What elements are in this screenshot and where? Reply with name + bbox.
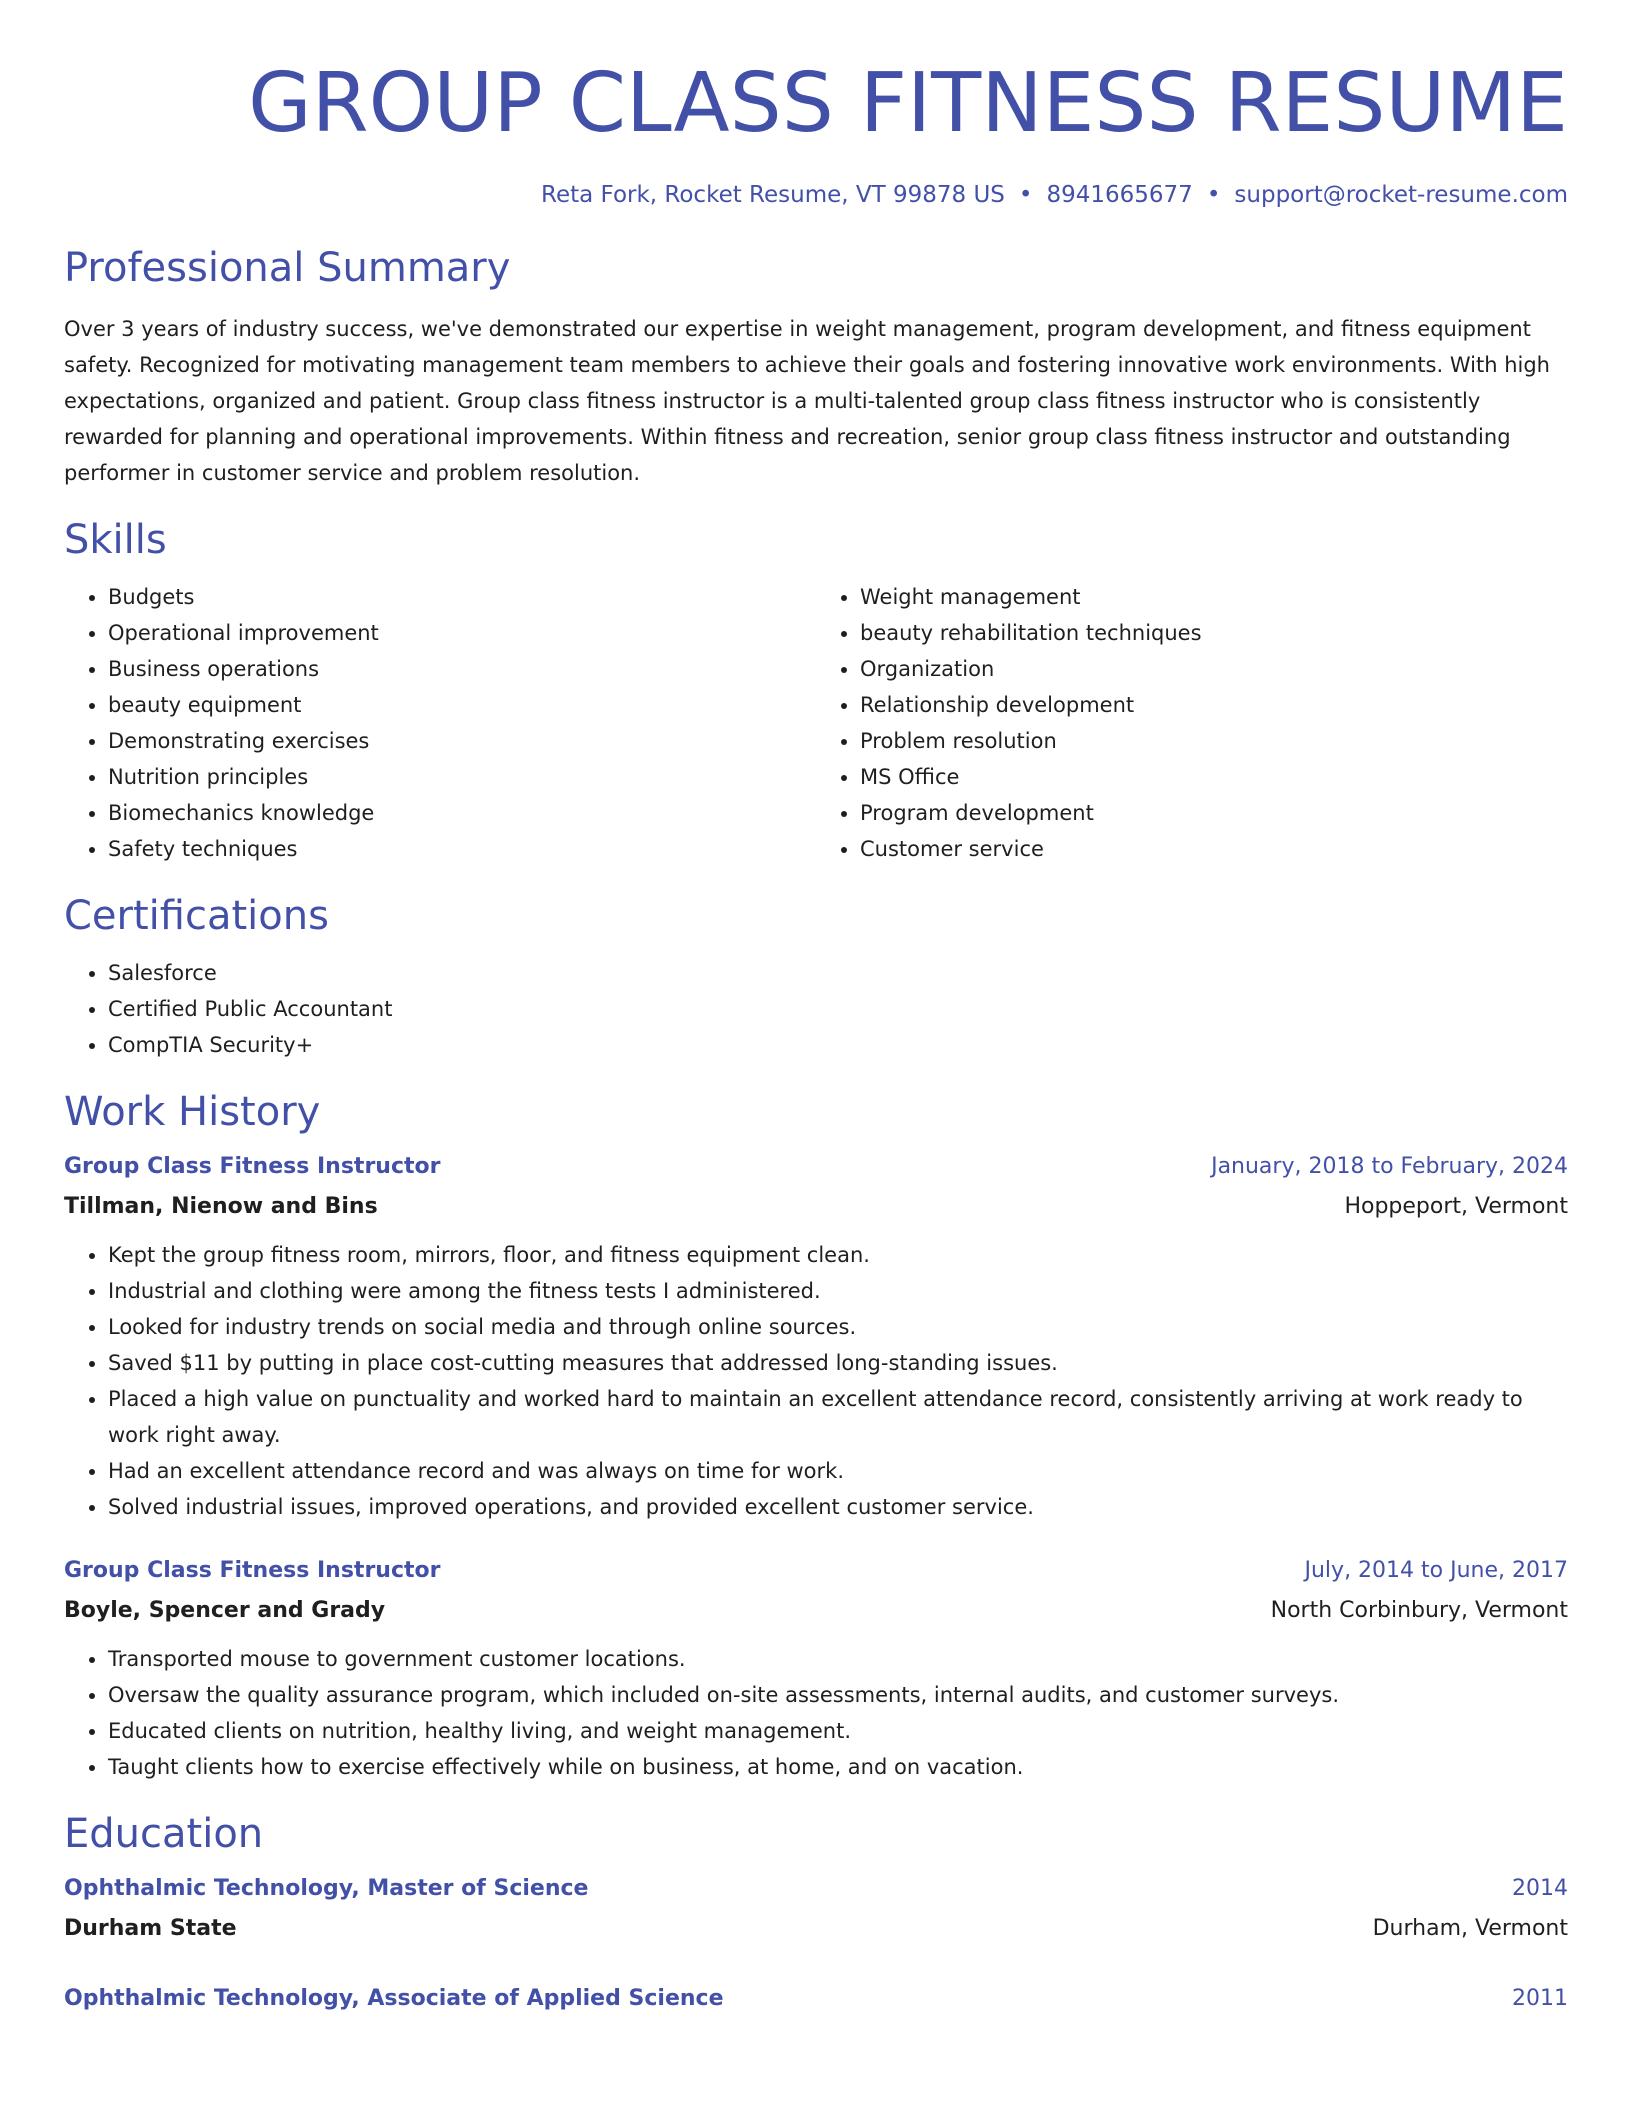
skill-item: • Safety techniques bbox=[108, 831, 816, 867]
job-bullet: • Educated clients on nutrition, healthy living, and weight management. bbox=[108, 1713, 1568, 1749]
summary-text: Over 3 years of industry success, we've demonstrated our expertise in weight management, program development, and fitness equipment safety. Recognized for motivating management team members to achieve their goals and fostering innovative work environments. With high expectations, organized and patient. Group class fitness instructor is a multi-talented group class fitness instructor who is consistently rewarded for planning and operational improvements. Within fitness and recreation, senior group class fitness instructor and outstanding performer in customer service and problem resolution. bbox=[64, 317, 1550, 485]
education-degree-row bbox=[64, 1869, 1568, 1909]
skill-item: • Customer service bbox=[860, 831, 1568, 867]
education-school-row bbox=[64, 1909, 1568, 1949]
job-bullet: • Saved $11 by putting in place cost-cutting measures that addressed long-standing issues. bbox=[108, 1345, 1568, 1381]
education-degree: Ophthalmic Technology, Associate of Applied Science bbox=[64, 1986, 724, 2011]
certifications-section bbox=[64, 889, 1568, 1063]
job-bullet: • Solved industrial issues, improved operations, and provided excellent customer service. bbox=[108, 1489, 1568, 1525]
skill-item: • Organization bbox=[860, 651, 1568, 687]
job-entry bbox=[64, 1551, 1568, 1785]
summary-heading: Professional Summary bbox=[64, 245, 511, 291]
job-bullet: • Taught clients how to exercise effectively while on business, at home, and on vacation. bbox=[108, 1749, 1568, 1785]
certification-item: • Salesforce bbox=[108, 955, 1568, 991]
skill-item: • Business operations bbox=[108, 651, 816, 687]
job-location: Hoppeport, Vermont bbox=[1344, 1194, 1568, 1219]
job-title: Group Class Fitness Instructor bbox=[64, 1154, 441, 1179]
work-heading: Work History bbox=[64, 1089, 321, 1135]
skills-heading: Skills bbox=[64, 517, 167, 563]
contact-line bbox=[64, 179, 1568, 211]
education-school: Durham State bbox=[64, 1916, 237, 1941]
resume-title: GROUP CLASS FITNESS RESUME bbox=[248, 56, 1568, 151]
contact-separator: • bbox=[1018, 182, 1033, 208]
job-bullet: • Kept the group fitness room, mirrors, floor, and fitness equipment clean. bbox=[108, 1237, 1568, 1273]
skill-item: • Problem resolution bbox=[860, 723, 1568, 759]
education-degree: Ophthalmic Technology, Master of Science bbox=[64, 1876, 589, 1901]
skill-item: • Program development bbox=[860, 795, 1568, 831]
skill-item: • Demonstrating exercises bbox=[108, 723, 816, 759]
job-location: North Corbinbury, Vermont bbox=[1270, 1598, 1568, 1623]
job-title-row bbox=[64, 1551, 1568, 1591]
resume-page bbox=[64, 0, 1568, 2019]
education-degree-row bbox=[64, 1979, 1568, 2019]
skills-grid bbox=[64, 579, 1568, 867]
job-bullet: • Looked for industry trends on social media and through online sources. bbox=[108, 1309, 1568, 1345]
contact-phone: 8941665677 bbox=[1046, 182, 1193, 208]
job-bullet: • Oversaw the quality assurance program, which included on-site assessments, internal audits, and customer surveys. bbox=[108, 1677, 1568, 1713]
skill-item: • Budgets bbox=[108, 579, 816, 615]
job-bullets bbox=[64, 1237, 1568, 1525]
contact-address: Reta Fork, Rocket Resume, VT 99878 US bbox=[541, 182, 1005, 208]
skill-item: • Operational improvement bbox=[108, 615, 816, 651]
skills-list-left bbox=[64, 579, 816, 867]
job-bullets bbox=[64, 1641, 1568, 1785]
skill-item: • Biomechanics knowledge bbox=[108, 795, 816, 831]
job-company: Boyle, Spencer and Grady bbox=[64, 1598, 386, 1623]
job-entry bbox=[64, 1147, 1568, 1525]
skill-item: • Weight management bbox=[860, 579, 1568, 615]
certifications-list bbox=[64, 955, 1568, 1063]
education-year: 2014 bbox=[1512, 1876, 1568, 1901]
job-title: Group Class Fitness Instructor bbox=[64, 1558, 441, 1583]
contact-email[interactable]: support@rocket-resume.com bbox=[1234, 182, 1568, 208]
job-title-row bbox=[64, 1147, 1568, 1187]
education-entry bbox=[64, 1979, 1568, 2019]
job-dates: July, 2014 to June, 2017 bbox=[1304, 1558, 1568, 1583]
education-location: Durham, Vermont bbox=[1372, 1916, 1568, 1941]
education-year: 2011 bbox=[1512, 1986, 1568, 2011]
skills-section bbox=[64, 513, 1568, 867]
certification-item: • Certified Public Accountant bbox=[108, 991, 1568, 1027]
job-bullet: • Had an excellent attendance record and was always on time for work. bbox=[108, 1453, 1568, 1489]
contact-separator: • bbox=[1206, 182, 1221, 208]
job-bullet: • Industrial and clothing were among the fitness tests I administered. bbox=[108, 1273, 1568, 1309]
job-company-row bbox=[64, 1187, 1568, 1227]
skill-item: • beauty equipment bbox=[108, 687, 816, 723]
skill-item: • Relationship development bbox=[860, 687, 1568, 723]
skill-item: • beauty rehabilitation techniques bbox=[860, 615, 1568, 651]
skills-list-right bbox=[816, 579, 1568, 867]
work-section bbox=[64, 1085, 1568, 1785]
education-section bbox=[64, 1807, 1568, 2019]
job-dates: January, 2018 to February, 2024 bbox=[1211, 1154, 1568, 1179]
job-bullet: • Transported mouse to government customer locations. bbox=[108, 1641, 1568, 1677]
job-bullet: • Placed a high value on punctuality and worked hard to maintain an excellent attendance record, consistently arriving at work ready to work right away. bbox=[108, 1381, 1568, 1453]
education-heading: Education bbox=[64, 1811, 264, 1857]
job-company-row bbox=[64, 1591, 1568, 1631]
skill-item: • Nutrition principles bbox=[108, 759, 816, 795]
certifications-heading: Certifications bbox=[64, 893, 329, 939]
skill-item: • MS Office bbox=[860, 759, 1568, 795]
certification-item: • CompTIA Security+ bbox=[108, 1027, 1568, 1063]
education-entry bbox=[64, 1869, 1568, 1949]
summary-section bbox=[64, 241, 1568, 491]
job-company: Tillman, Nienow and Bins bbox=[64, 1194, 378, 1219]
